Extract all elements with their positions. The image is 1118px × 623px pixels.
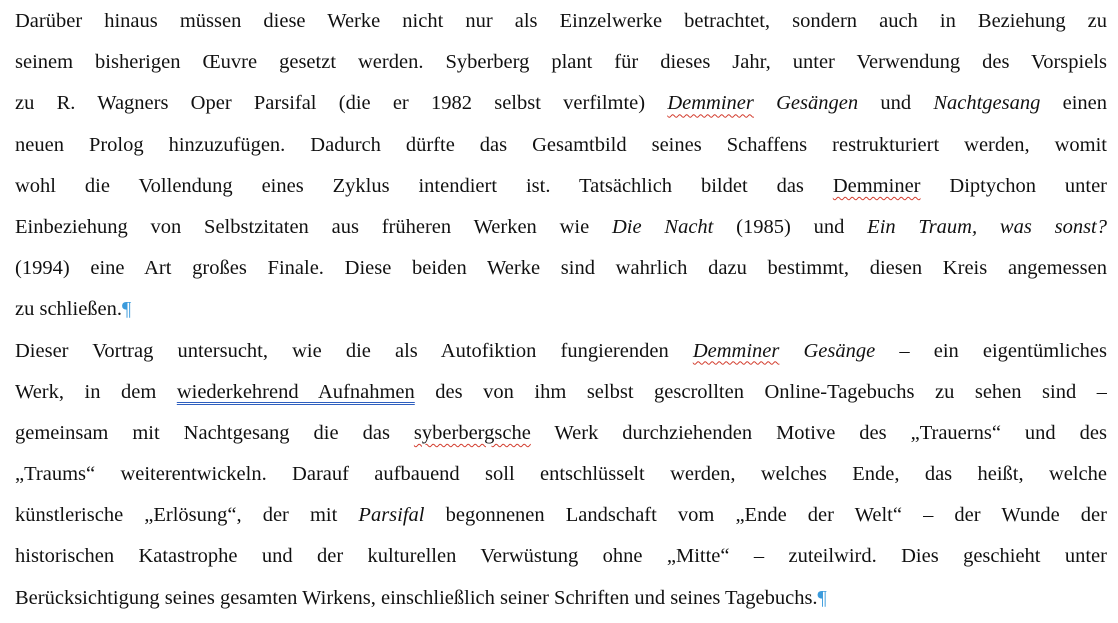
italic-title-text: Nachtgesang xyxy=(933,92,1041,115)
paragraph xyxy=(15,0,1107,330)
italic-title-text: Die Nacht xyxy=(612,215,714,238)
text-line xyxy=(15,0,1107,41)
italic-title-text: Parsifal xyxy=(358,504,425,527)
text-run: des von ihm selbst gescrollten Online-Tagebuchs zu sehen sind – xyxy=(414,380,1107,403)
text-line xyxy=(15,288,1107,329)
text-run: Werk durchziehenden Motive des „Trauerns“ und des xyxy=(530,421,1107,444)
italic-title-text: Gesänge xyxy=(779,339,876,362)
text-run: „Traums“ weiterentwickeln. Darauf aufbauend soll entschlüsselt werden, welches Ende, das heißt, welche xyxy=(15,463,1107,486)
text-line xyxy=(15,41,1107,82)
text-run: (1994) eine Art großes Finale. Diese beiden Werke sind wahrlich dazu bestimmt, diesen Kreis angemessen xyxy=(15,257,1107,280)
spelling-error-text: Demminer xyxy=(692,339,780,362)
spelling-error-text: syberbergsche xyxy=(413,421,531,444)
paragraph-mark-icon: ¶ xyxy=(122,298,132,321)
text-run: Dieser Vortrag untersucht, wie die als Autofiktion fungierenden xyxy=(15,339,693,362)
italic-title-text: Gesängen xyxy=(753,92,859,115)
text-line xyxy=(15,206,1107,247)
text-run: und xyxy=(858,92,934,115)
grammar-warning-text: wiederkehrend Aufnahmen xyxy=(176,380,415,403)
text-run: zu schließen. xyxy=(15,298,123,321)
text-run: zu R. Wagners Oper Parsifal (die er 1982 selbst verfilmte) xyxy=(15,92,668,115)
text-line xyxy=(15,494,1107,535)
text-line xyxy=(15,577,1107,618)
text-line xyxy=(15,453,1107,494)
text-run: wohl die Vollendung eines Zyklus intendiert ist. Tatsächlich bildet das xyxy=(15,174,833,197)
paragraph xyxy=(15,330,1107,618)
text-run: neuen Prolog hinzuzufügen. Dadurch dürfte das Gesamtbild seines Schaffens restrukturiert werden, womit xyxy=(15,133,1107,156)
text-run: einen xyxy=(1040,92,1107,115)
text-line xyxy=(15,247,1107,288)
text-run: Berücksichtigung seines gesamten Wirkens, einschließlich seiner Schriften und seines Tagebuchs. xyxy=(15,586,818,609)
spelling-error-text: Demminer xyxy=(667,92,754,115)
text-run: historischen Katastrophe und der kulturellen Verwüstung ohne „Mitte“ – zuteilwird. Dies geschieht unter xyxy=(15,545,1107,568)
text-run: gemeinsam mit Nachtgesang die das xyxy=(15,421,414,444)
text-run: seinem bisherigen Œuvre gesetzt werden. Syberberg plant für dieses Jahr, unter Verwendung des Vorspiels xyxy=(15,51,1107,74)
text-line xyxy=(15,371,1107,412)
text-run: begonnenen Landschaft vom „Ende der Welt“ – der Wunde der xyxy=(424,504,1107,527)
text-run: Werk, in dem xyxy=(15,380,177,403)
text-line xyxy=(15,535,1107,576)
text-line xyxy=(15,82,1107,123)
text-line xyxy=(15,124,1107,165)
document-body[interactable] xyxy=(15,0,1107,618)
text-line xyxy=(15,412,1107,453)
italic-title-text: Ein Traum, was sonst? xyxy=(867,215,1107,238)
spelling-error-text: Demminer xyxy=(832,174,921,197)
text-run: – ein eigentümliches xyxy=(875,339,1107,362)
text-run: Diptychon unter xyxy=(920,174,1107,197)
text-run: (1985) und xyxy=(713,215,868,238)
text-line xyxy=(15,165,1107,206)
text-run: künstlerische „Erlösung“, der mit xyxy=(15,504,359,527)
text-run: Darüber hinaus müssen diese Werke nicht nur als Einzelwerke betrachtet, sondern auch in Beziehung zu xyxy=(15,10,1107,32)
paragraph-mark-icon: ¶ xyxy=(817,586,827,609)
text-line xyxy=(15,330,1107,371)
text-run: Einbeziehung von Selbstzitaten aus früheren Werken wie xyxy=(15,215,612,238)
